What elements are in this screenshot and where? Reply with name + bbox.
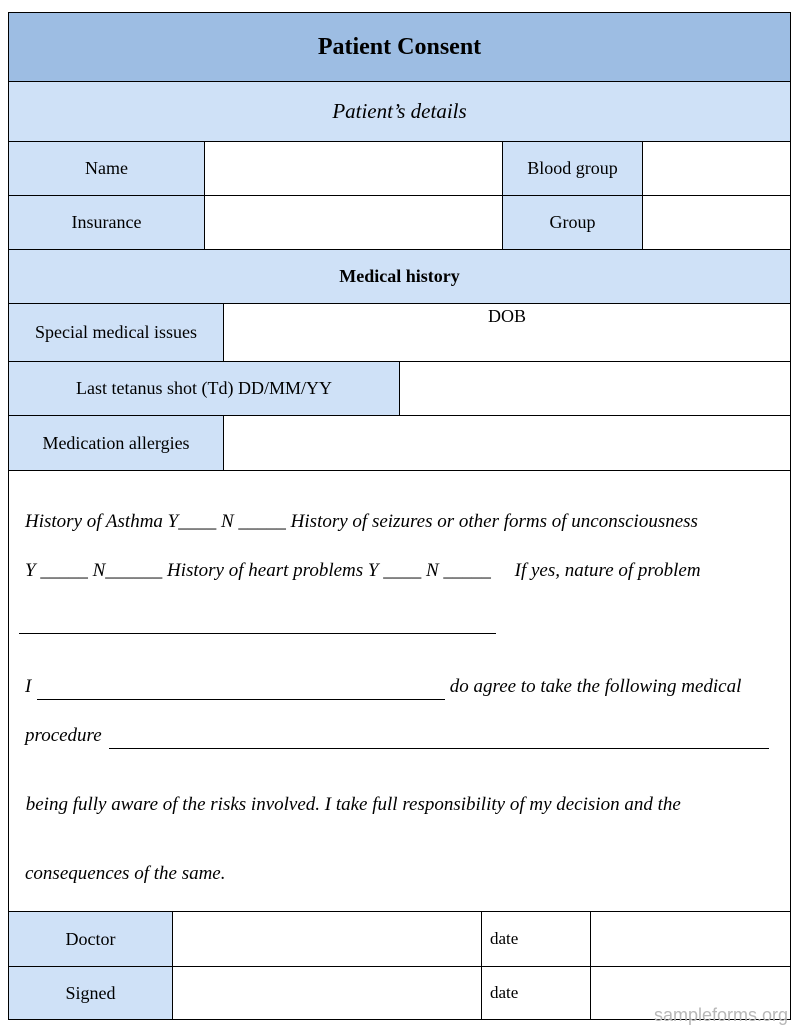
dob-label: DOB	[487, 306, 526, 326]
watermark: sampleforms.org	[653, 1005, 788, 1025]
special-medical-issues-field[interactable]	[224, 304, 790, 361]
problem-nature-blank[interactable]	[19, 633, 496, 634]
doctor-date-label: date	[490, 929, 519, 948]
consequences-line: consequences of the same.	[25, 863, 226, 884]
blood-group-field[interactable]	[643, 142, 790, 195]
signed-date-label: date	[490, 983, 519, 1002]
doctor-date-field[interactable]	[591, 912, 790, 966]
signed-label: Signed	[9, 967, 172, 1019]
group-field[interactable]	[643, 196, 790, 249]
patient-consent-form	[8, 12, 791, 1020]
medication-allergies-label: Medication allergies	[9, 416, 223, 470]
patient-name-blank[interactable]	[37, 699, 445, 700]
name-label: Name	[9, 142, 204, 195]
signed-field[interactable]	[173, 967, 481, 1019]
form-title: Patient Consent	[9, 13, 790, 81]
blood-group-label: Blood group	[503, 142, 642, 195]
patient-details-heading: Patient’s details	[9, 82, 790, 141]
tetanus-shot-field[interactable]	[400, 362, 790, 415]
name-field[interactable]	[205, 142, 502, 195]
asthma-seizures-line: History of Asthma Y____ N _____ History of seizures or other forms of unconsciousness	[25, 511, 698, 532]
procedure-blank[interactable]	[109, 748, 769, 749]
insurance-label: Insurance	[9, 196, 204, 249]
doctor-label: Doctor	[9, 912, 172, 966]
tetanus-shot-label: Last tetanus shot (Td) DD/MM/YY	[9, 362, 399, 415]
doctor-field[interactable]	[173, 912, 481, 966]
insurance-field[interactable]	[205, 196, 502, 249]
heart-problems-line: Y _____ N______ History of heart problems Y ____ N _____ If yes, nature of problem	[25, 560, 701, 581]
agree-line-start: I	[25, 676, 37, 697]
special-medical-issues-label: Special medical issues	[9, 304, 223, 361]
agree-line-end: do agree to take the following medical	[445, 676, 742, 697]
procedure-label: procedure	[25, 725, 107, 746]
risks-line: being fully aware of the risks involved. I take full responsibility of my decision and the	[21, 794, 681, 815]
medication-allergies-field[interactable]	[224, 416, 790, 470]
group-label: Group	[503, 196, 642, 249]
medical-history-heading: Medical history	[9, 250, 790, 303]
